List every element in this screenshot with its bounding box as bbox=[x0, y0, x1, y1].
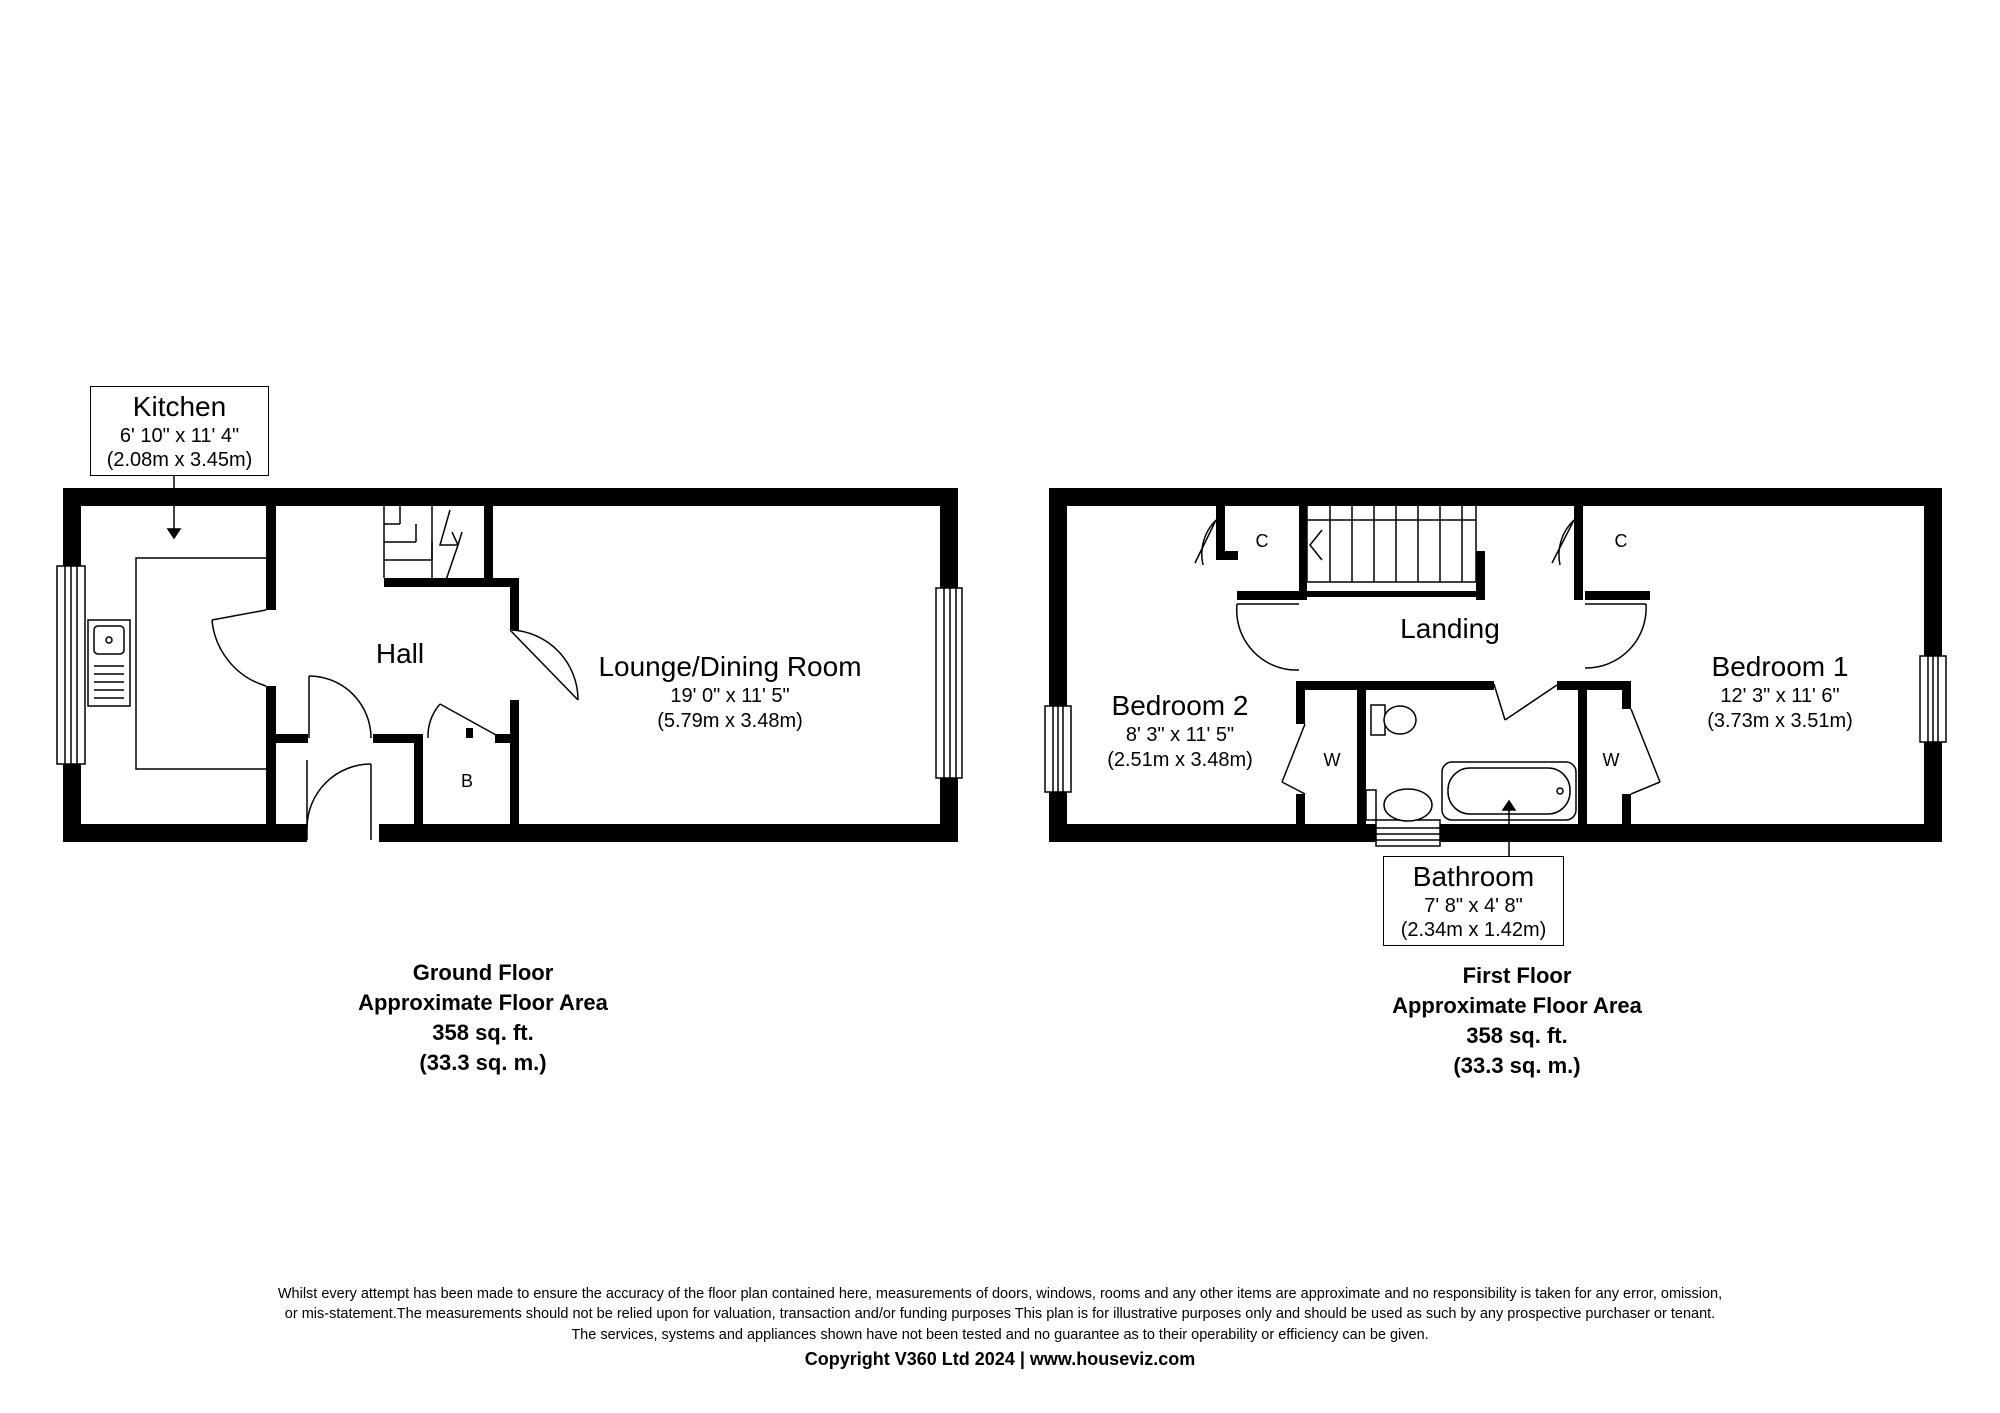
first-floor-area-imperial: 358 sq. ft. bbox=[1466, 1022, 1568, 1048]
disclaimer-line-2: or mis-statement.The measurements should not be relied upon for valuation, transaction and/or funding purposes This plan is for illustrative purposes only and should be used as such by any prospective purchaser or tenant. bbox=[284, 1306, 1716, 1323]
kitchen-worktop bbox=[136, 558, 266, 769]
kitchen-door bbox=[212, 610, 266, 686]
hall-doors bbox=[307, 676, 371, 840]
cupboard-b-door bbox=[428, 704, 496, 738]
basin-icon bbox=[1366, 789, 1432, 821]
bedroom1-name: Bedroom 1 bbox=[1711, 651, 1849, 682]
ground-floor-summary bbox=[283, 958, 683, 1078]
bathroom-window bbox=[1376, 820, 1440, 846]
landing-label: Landing bbox=[1400, 613, 1500, 644]
ground-floor-area-imperial: 358 sq. ft. bbox=[432, 1019, 534, 1045]
kitchen-name: Kitchen bbox=[132, 391, 227, 422]
disclaimer-line-1: Whilst every attempt has been made to ensure the accuracy of the floor plan contained here, measurements of doors, windows, rooms and any other items are approximate and no responsibility is taken for any error, omission, bbox=[277, 1286, 1723, 1302]
bedroom2-name: Bedroom 2 bbox=[1111, 690, 1249, 721]
cupboard-b-label: B bbox=[460, 771, 473, 791]
kitchen-label-pointer bbox=[168, 476, 180, 538]
ground-floor-area-label: Approximate Floor Area bbox=[358, 989, 608, 1015]
hall-label: Hall bbox=[375, 638, 425, 669]
bedroom2-dim-metric: (2.51m x 3.48m) bbox=[1107, 748, 1253, 771]
bedroom1-window bbox=[1920, 656, 1946, 742]
lounge-window bbox=[936, 588, 962, 778]
first-floor-interior-walls bbox=[1216, 506, 1650, 824]
kitchen-label bbox=[90, 386, 269, 476]
bedroom1-dim-imperial: 12' 3" x 11' 6" bbox=[1720, 685, 1840, 708]
bathroom-label bbox=[1383, 856, 1564, 946]
cupboard-left-label: C bbox=[1255, 531, 1269, 551]
kitchen-window bbox=[57, 566, 85, 764]
first-floor-area-label: Approximate Floor Area bbox=[1392, 992, 1642, 1018]
first-floor-summary bbox=[1317, 961, 1717, 1081]
first-floor-title: First Floor bbox=[1462, 963, 1572, 988]
bathroom-dim-imperial: 7' 8" x 4' 8" bbox=[1424, 894, 1523, 917]
disclaimer bbox=[0, 1284, 2000, 1345]
ground-floor-area-metric: (33.3 sq. m.) bbox=[419, 1049, 547, 1075]
kitchen-dim-metric: (2.08m x 3.45m) bbox=[106, 448, 253, 471]
first-floor-area-metric: (33.3 sq. m.) bbox=[1453, 1052, 1581, 1078]
bedroom1-dim-metric: (3.73m x 3.51m) bbox=[1707, 709, 1853, 732]
lounge-label bbox=[565, 650, 895, 733]
kitchen-dim-imperial: 6' 10" x 11' 4" bbox=[119, 424, 240, 447]
disclaimer-line-3: The services, systems and appliances shown have not been tested and no guarantee as to their operability or efficiency can be given. bbox=[571, 1326, 1429, 1343]
bathroom-dim-metric: (2.34m x 1.42m) bbox=[1400, 918, 1547, 941]
copyright: Copyright V360 Ltd 2024 | www.houseviz.com bbox=[804, 1349, 1196, 1369]
bedroom2-label bbox=[1080, 689, 1280, 772]
lounge-dim-metric: (5.79m x 3.48m) bbox=[657, 709, 803, 732]
wardrobe-left-label: W bbox=[1323, 750, 1341, 770]
sink-icon bbox=[88, 620, 130, 706]
lounge-name: Lounge/Dining Room bbox=[598, 651, 862, 682]
first-floor-stairs bbox=[1307, 506, 1476, 582]
bedroom2-dim-imperial: 8' 3" x 11' 5" bbox=[1125, 724, 1235, 747]
toilet-icon bbox=[1371, 705, 1416, 735]
ground-floor-stairs bbox=[384, 506, 462, 580]
cupboard-right-label: C bbox=[1614, 531, 1628, 551]
ground-floor-title: Ground Floor bbox=[412, 960, 554, 985]
bedroom1-label bbox=[1660, 650, 1900, 733]
wardrobe-right-label: W bbox=[1602, 750, 1620, 770]
bedroom2-window bbox=[1045, 706, 1071, 792]
bathroom-name: Bathroom bbox=[1412, 861, 1535, 892]
lounge-dim-imperial: 19' 0" x 11' 5" bbox=[670, 685, 790, 708]
